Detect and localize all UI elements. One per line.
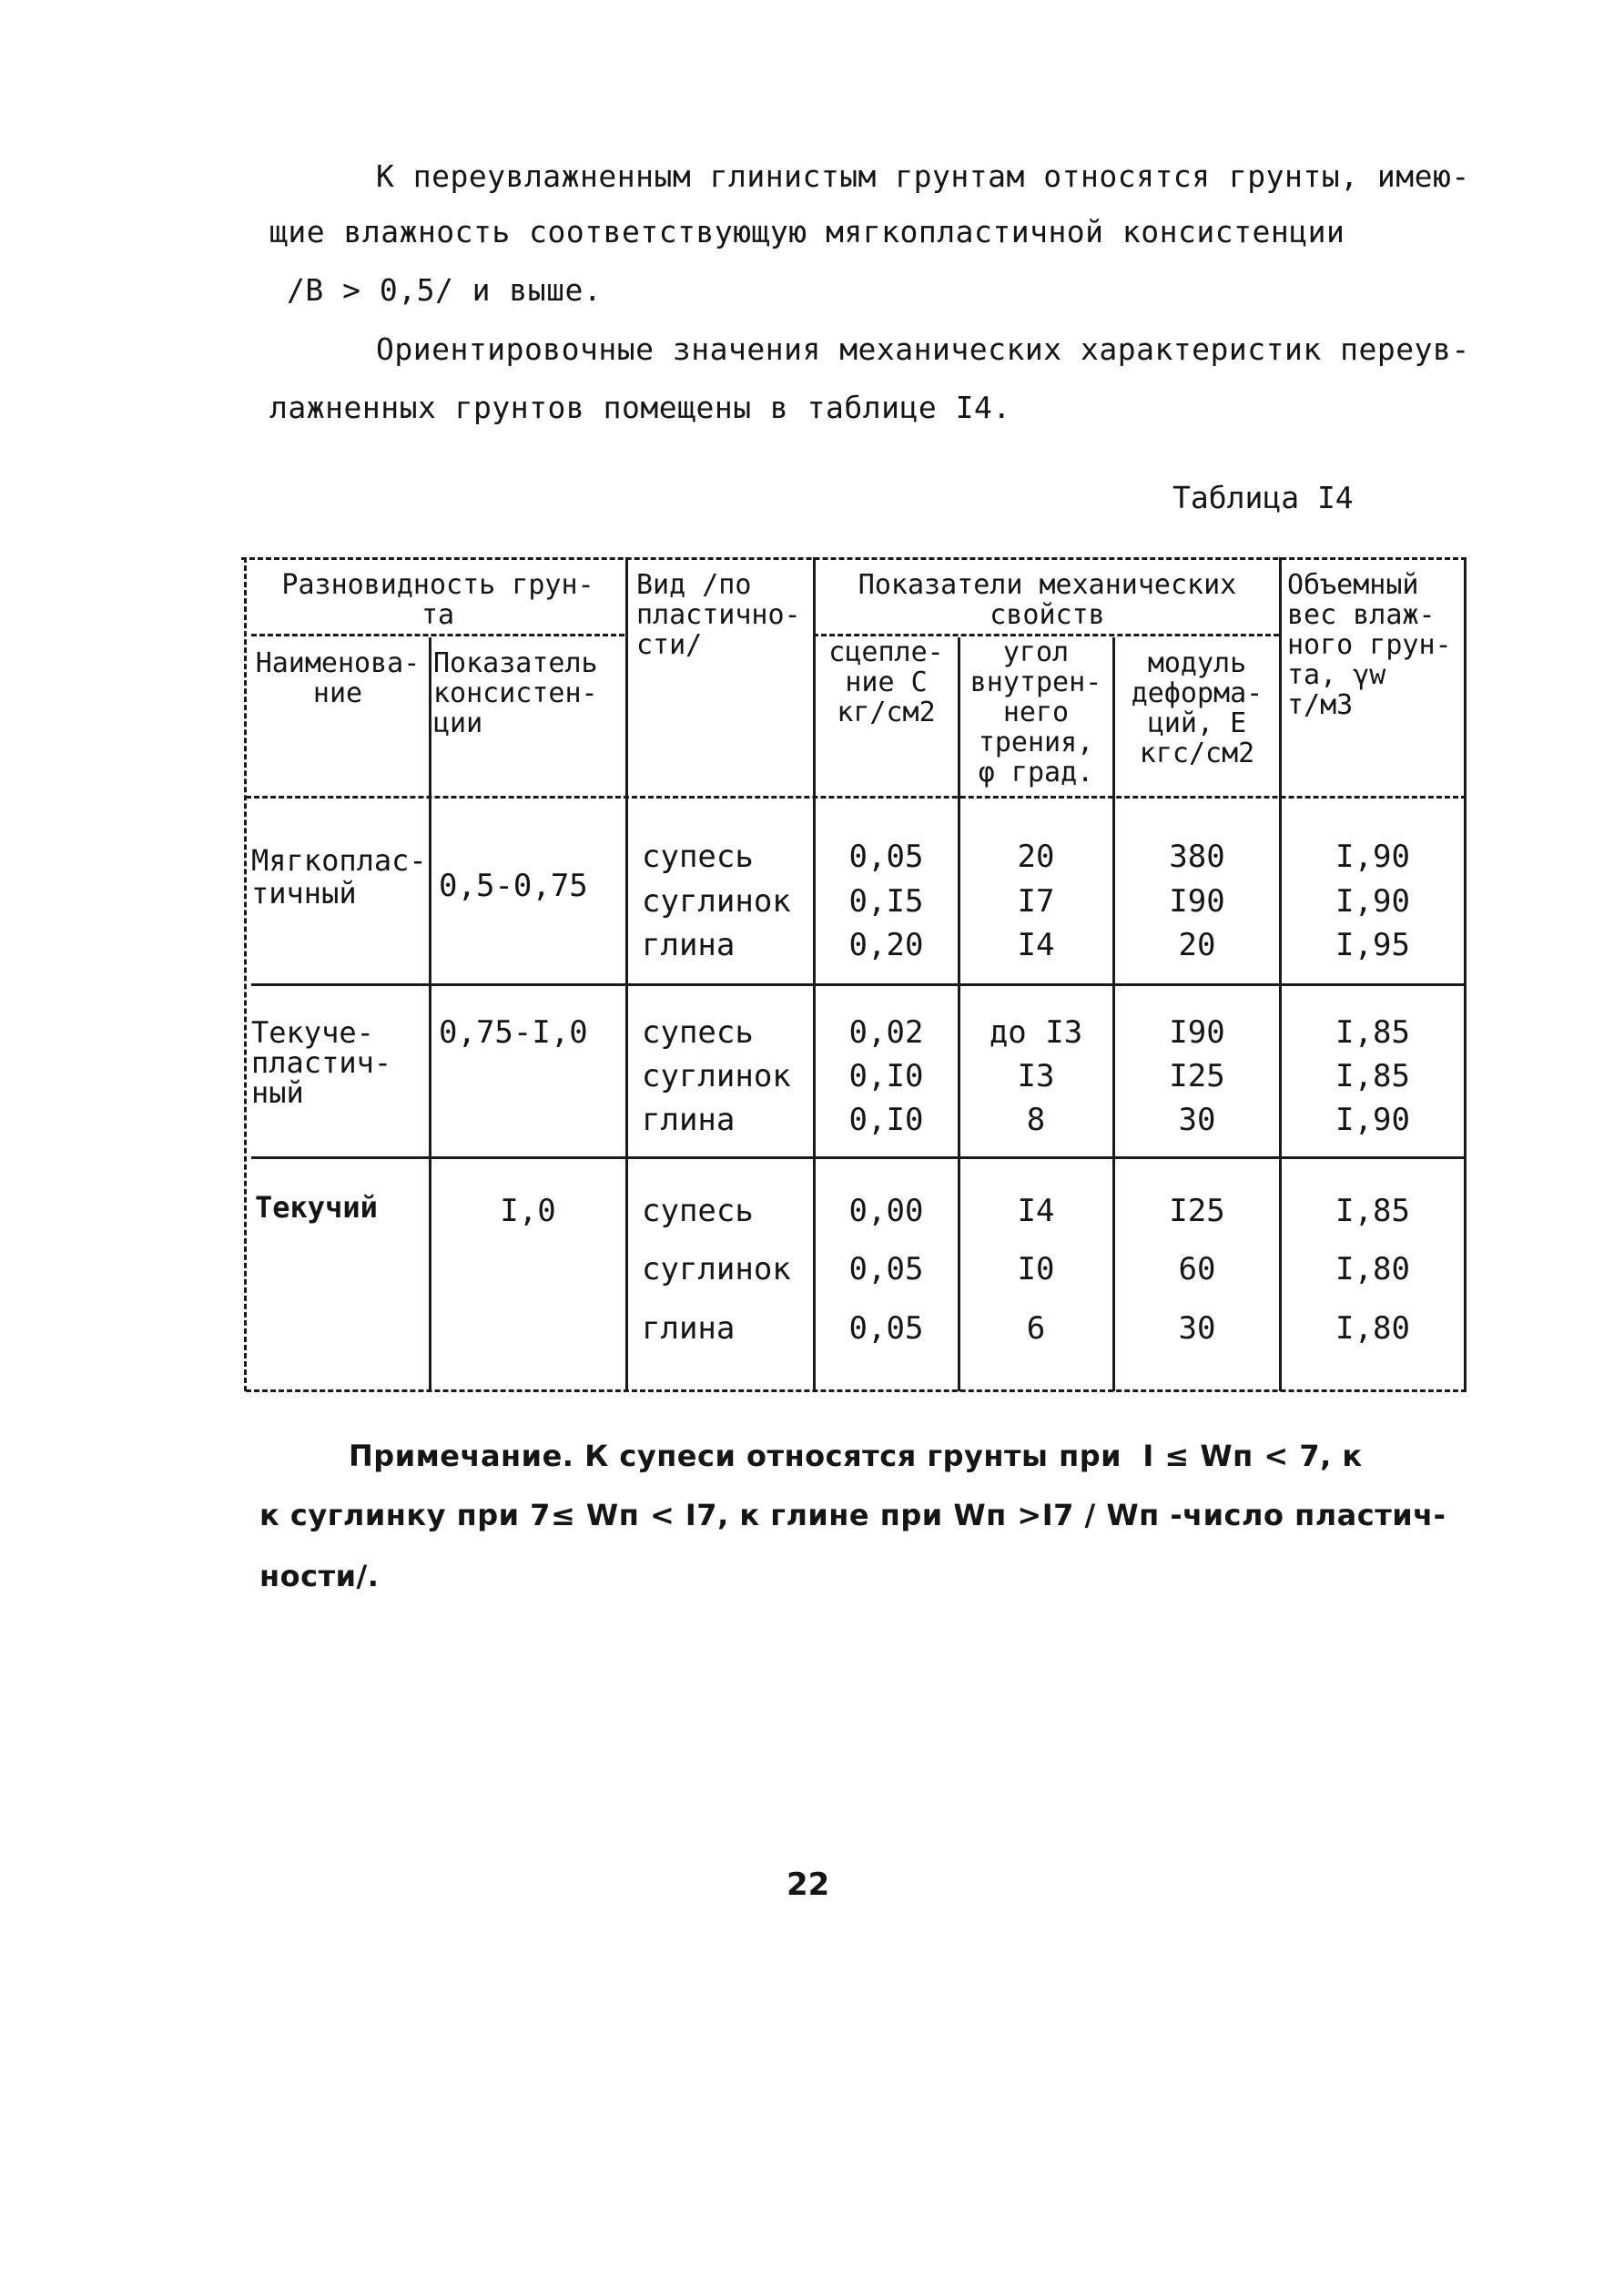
g1-row3-cohesion: 0,20 (848, 927, 924, 963)
group-3-consistency: I,0 (500, 1193, 556, 1229)
g2-row1-type: супесь (642, 1014, 754, 1051)
note-line-2: к суглинку при 7≤ Wп < I7, к глине при Wп >I7 / Wп -число пластич- (259, 1498, 1446, 1532)
page-number: 22 (787, 1867, 830, 1903)
table-left-border (244, 557, 247, 1391)
header-mechanical: Показатели механических свойств (858, 569, 1237, 631)
group-1-name: Мягкоплас- тичный (251, 843, 427, 911)
g1-row1-modulus: 380 (1169, 839, 1225, 875)
g2-row2-cohesion: 0,I0 (848, 1058, 924, 1094)
paragraph-line-2: щие влажность соответствующую мягкопластичной консистенции (269, 214, 1345, 249)
g3-row1-cohesion: 0,00 (848, 1193, 924, 1229)
group-2-name: Текуче- пластич- ный (251, 1015, 392, 1110)
g1-row3-friction: I4 (1017, 927, 1055, 963)
subheader-divider-variety (251, 634, 624, 636)
paragraph-line-5: лажненных грунтов помещены в таблице I4. (269, 390, 1011, 425)
g3-row3-modulus: 30 (1178, 1310, 1216, 1347)
header-plasticity-type: Вид /по пластично- сти/ (636, 569, 801, 661)
g2-row1-cohesion: 0,02 (848, 1014, 924, 1051)
g3-row2-weight: I,80 (1335, 1251, 1410, 1287)
g1-row2-type: суглинок (642, 883, 791, 920)
g2-row3-cohesion: 0,I0 (848, 1102, 924, 1138)
g2-row1-friction: до I3 (989, 1014, 1083, 1051)
g2-row3-modulus: 30 (1178, 1102, 1216, 1138)
g1-row2-friction: I7 (1017, 883, 1055, 920)
g3-row2-friction: I0 (1017, 1251, 1055, 1287)
paragraph-line-1: К переувлажненным глинистым грунтам относятся грунты, имею- (376, 158, 1470, 194)
note-line-1: Примечание. К супеси относятся грунты при I ≤ Wп < 7, к (349, 1439, 1363, 1473)
g3-row3-type: глина (642, 1310, 736, 1347)
paragraph-line-3: /В > 0,5/ и выше. (287, 272, 603, 308)
g1-row3-weight: I,95 (1335, 927, 1410, 963)
g3-row1-type: супесь (642, 1193, 754, 1229)
g1-row1-cohesion: 0,05 (848, 839, 924, 875)
g2-row3-type: глина (642, 1102, 736, 1138)
group-1-consistency: 0,5-0,75 (439, 868, 588, 904)
g2-row3-friction: 8 (1026, 1102, 1046, 1138)
header-consistency-index: Показатель консистен- ции (433, 647, 598, 739)
header-unit-weight: Объемный вес влаж- ного грун- та, γw т/м3 (1287, 569, 1452, 721)
g1-row2-weight: I,90 (1335, 883, 1410, 920)
group-divider-2 (251, 1156, 1467, 1159)
group-3-name: Текучий (255, 1190, 378, 1225)
g1-row2-modulus: I90 (1169, 883, 1225, 920)
header-deformation-modulus: модуль деформа- ций, Е кгс/см2 (1131, 647, 1264, 769)
table-caption: Таблица I4 (1172, 480, 1354, 515)
header-name: Наименова- ние (255, 647, 421, 709)
g3-row3-friction: 6 (1026, 1310, 1046, 1347)
table-top-border (241, 557, 1467, 560)
header-friction-angle: угол внутрен- него трения, φ град. (969, 636, 1102, 789)
g1-row1-type: супесь (642, 839, 754, 875)
g3-row1-modulus: I25 (1169, 1193, 1225, 1229)
g3-row2-modulus: 60 (1178, 1251, 1216, 1287)
header-soil-variety: Разновидность грун- та (281, 569, 594, 631)
note-line-3: ности/. (259, 1559, 380, 1593)
group-2-consistency: 0,75-I,0 (439, 1014, 588, 1051)
g3-row1-weight: I,85 (1335, 1193, 1410, 1229)
g1-row1-friction: 20 (1017, 839, 1055, 875)
g3-row2-cohesion: 0,05 (848, 1251, 924, 1287)
g2-row2-type: суглинок (642, 1058, 791, 1094)
g2-row1-weight: I,85 (1335, 1014, 1410, 1051)
g3-row3-cohesion: 0,05 (848, 1310, 924, 1347)
col-divider-consistency (625, 557, 628, 1391)
col-divider-name (429, 637, 431, 1391)
g2-row2-friction: I3 (1017, 1058, 1055, 1094)
table-right-border (1464, 557, 1467, 1391)
g2-row2-weight: I,85 (1335, 1058, 1410, 1094)
g1-row1-weight: I,90 (1335, 839, 1410, 875)
g1-row3-type: глина (642, 927, 736, 963)
paragraph-line-4: Ориентировочные значения механических характеристик переув- (376, 331, 1470, 367)
g2-row1-modulus: I90 (1169, 1014, 1225, 1051)
g3-row2-type: суглинок (642, 1251, 791, 1287)
g3-row1-friction: I4 (1017, 1193, 1055, 1229)
group-divider-1 (251, 983, 1467, 986)
g1-row2-cohesion: 0,I5 (848, 883, 924, 920)
g2-row2-modulus: I25 (1169, 1058, 1225, 1094)
g3-row3-weight: I,80 (1335, 1310, 1410, 1347)
g2-row3-weight: I,90 (1335, 1102, 1410, 1138)
g1-row3-modulus: 20 (1178, 927, 1216, 963)
header-cohesion: сцепле- ние С кг/см2 (828, 636, 944, 728)
